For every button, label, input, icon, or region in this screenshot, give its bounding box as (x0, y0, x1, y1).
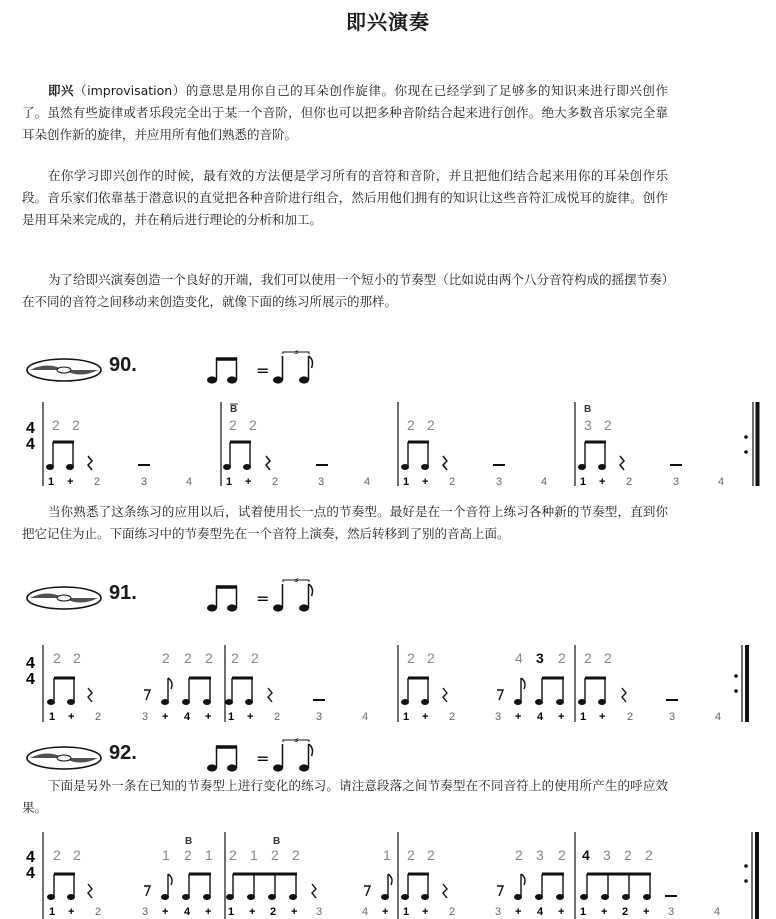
count: 1 (403, 476, 410, 488)
fret-number: 1 (162, 847, 170, 863)
count: + (422, 711, 429, 723)
fret-number: 2 (427, 847, 435, 863)
paragraph-3: 为了给即兴演奏创造一个良好的开端，我们可以使用一个短小的节奏型（比如说由两个八分音符构成的摇摆节奏）在不同的音符之间移动来创造变化，就像下面的练习所展示的那样。 (22, 272, 668, 309)
intro-text: （improvisation）的意思是用你自己的耳朵创作旋律。你现在已经学到了足够多的知识来进行即兴创作了。虽然有些旋律或者乐段完全出于某一个音阶，但你也可以把多种音阶结合起来进行创作。绝大多数音乐家完全靠耳朵创作新的旋律，并应用所有他们熟悉的音阶。 (22, 83, 668, 142)
fret-number: 2 (73, 847, 81, 863)
count: 1 (49, 711, 56, 723)
count: 4 (714, 906, 721, 918)
fret-number: 2 (515, 847, 523, 863)
count: 2 (626, 476, 633, 488)
fret-number: 2 (53, 650, 61, 666)
triplet-mark: 3 (294, 738, 299, 744)
intro-paragraph (22, 80, 668, 146)
count: + (515, 711, 522, 723)
fret-number: 2 (251, 650, 259, 666)
count: 2 (94, 476, 101, 488)
count: 4 (362, 711, 369, 723)
count: 3 (142, 711, 149, 723)
count: 3 (495, 906, 502, 918)
equals-sign: = (256, 589, 270, 608)
fret-number: 2 (184, 847, 192, 863)
count: 2 (449, 906, 456, 918)
fret-number: 3 (536, 650, 544, 666)
count: 2 (270, 906, 277, 918)
exercise-number: 92. (109, 742, 137, 764)
count: 1 (580, 711, 587, 723)
string-name: B (185, 836, 193, 847)
exercise-number: 91. (109, 582, 137, 604)
fret-number: 2 (184, 650, 192, 666)
count: + (249, 906, 256, 918)
count: 4 (537, 906, 544, 918)
count: 3 (495, 711, 502, 723)
fret-number: 2 (229, 417, 237, 433)
fret-number: 2 (72, 417, 80, 433)
string-name: B (584, 404, 592, 415)
count: 4 (364, 476, 371, 488)
count: 3 (668, 906, 675, 918)
count: 3 (318, 476, 325, 488)
fret-number: 1 (205, 847, 213, 863)
count: 1 (49, 906, 56, 918)
fret-number: 2 (427, 650, 435, 666)
count: 1 (403, 906, 410, 918)
fret-number: 3 (584, 417, 592, 433)
count: 3 (316, 711, 323, 723)
count: + (162, 711, 169, 723)
fret-number: 2 (292, 847, 300, 863)
count: + (643, 906, 650, 918)
fret-number: 2 (645, 847, 653, 863)
count: 2 (95, 711, 102, 723)
fret-number: 2 (558, 847, 566, 863)
count: + (245, 476, 252, 488)
equals-sign: = (256, 361, 270, 380)
fret-number: 2 (205, 650, 213, 666)
count: 1 (580, 906, 587, 918)
fret-number: 2 (73, 650, 81, 666)
exercise-91-header (24, 578, 444, 618)
string-name: B (273, 836, 281, 847)
count: 3 (669, 711, 676, 723)
count: 3 (673, 476, 680, 488)
count: 4 (537, 711, 544, 723)
count: + (205, 906, 212, 918)
count: 2 (272, 476, 279, 488)
intro-term: 即兴 (48, 83, 75, 98)
fret-number: 2 (162, 650, 170, 666)
count: + (291, 906, 298, 918)
time-sig-top: 4 (26, 849, 35, 866)
cd-icon (24, 350, 104, 390)
fret-number: 1 (383, 847, 391, 863)
triplet-mark: 3 (294, 578, 299, 584)
count: 1 (580, 476, 587, 488)
count: 3 (496, 476, 503, 488)
fret-number: 2 (407, 650, 415, 666)
fret-number: 2 (584, 650, 592, 666)
count: + (515, 906, 522, 918)
fret-number: 1 (250, 847, 258, 863)
count: + (558, 711, 565, 723)
staff-90 (26, 402, 758, 488)
time-sig-bottom: 4 (26, 865, 35, 882)
count: 3 (141, 476, 148, 488)
fret-number: 3 (536, 847, 544, 863)
fret-number: 2 (604, 650, 612, 666)
exercise-90-header (24, 350, 444, 390)
exercise-92-header (24, 738, 444, 778)
fret-number: 2 (231, 650, 239, 666)
time-sig-top: 4 (26, 655, 35, 672)
count: + (68, 711, 75, 723)
count: + (382, 906, 389, 918)
count: + (601, 906, 608, 918)
fret-number: 2 (229, 847, 237, 863)
count: 2 (274, 711, 281, 723)
fret-number: 2 (53, 847, 61, 863)
paragraph-2: 在你学习即兴创作的时候，最有效的方法便是学习所有的音符和音阶，并且把他们结合起来用你的耳朵创作乐段。音乐家们依靠基于潜意识的直觉把各种音阶进行组合，然后用他们拥有的知识让这些音符汇成悦耳的旋律。创作是用耳朵来完成的，并在稍后进行理论的分析和加工。 (22, 168, 668, 227)
count: 4 (186, 476, 193, 488)
fret-number: 2 (52, 417, 60, 433)
count: 1 (226, 476, 233, 488)
staff-91 (26, 645, 747, 723)
count: + (67, 476, 74, 488)
count: 1 (228, 711, 235, 723)
equals-sign: = (256, 749, 270, 768)
fret-number: 2 (407, 417, 415, 433)
exercise-number: 90. (109, 354, 137, 376)
fret-number: 2 (407, 847, 415, 863)
count: 2 (95, 906, 102, 918)
count: + (162, 906, 169, 918)
count: 1 (228, 906, 235, 918)
paragraph-4: 当你熟悉了这条练习的应用以后，试着使用长一点的节奏型。最好是在一个音符上练习各种新的节奏型，直到你把它记住为止。下面练习中的节奏型先在一个音符上演奏，然后转移到了别的音高上面。 (22, 504, 668, 541)
time-sig-top: 4 (26, 420, 35, 437)
string-name: B (230, 404, 238, 415)
count: 1 (403, 711, 410, 723)
count: + (422, 906, 429, 918)
count: 4 (541, 476, 548, 488)
count: + (422, 476, 429, 488)
count: 4 (184, 906, 191, 918)
cd-icon (24, 738, 104, 778)
count: 4 (362, 906, 369, 918)
count: + (247, 711, 254, 723)
fret-number: 2 (427, 417, 435, 433)
page-title: 即兴演奏 (346, 10, 430, 34)
count: 4 (184, 711, 191, 723)
triplet-mark: 3 (294, 350, 299, 356)
count: 2 (622, 906, 629, 918)
fret-number: 2 (558, 650, 566, 666)
fret-number: 2 (624, 847, 632, 863)
fret-number: 4 (582, 847, 590, 863)
count: 1 (48, 476, 55, 488)
count: 4 (715, 711, 722, 723)
count: 2 (449, 711, 456, 723)
swing-rhythm-icon (204, 578, 344, 618)
count: + (599, 711, 606, 723)
count: + (68, 906, 75, 918)
count: 2 (449, 476, 456, 488)
count: 3 (316, 906, 323, 918)
time-sig-bottom: 4 (26, 436, 35, 453)
count: + (558, 906, 565, 918)
swing-rhythm-icon (204, 350, 344, 390)
fret-number: 2 (604, 417, 612, 433)
count: + (599, 476, 606, 488)
swing-rhythm-icon (204, 738, 344, 778)
count: 4 (718, 476, 725, 488)
paragraph-5: 下面是另外一条在已知的节奏型上进行变化的练习。请注意段落之间节奏型在不同音符上的使用所产生的呼应效果。 (22, 778, 668, 815)
fret-number: 2 (271, 847, 279, 863)
staff-92 (26, 832, 757, 919)
count: + (205, 711, 212, 723)
fret-number: 3 (603, 847, 611, 863)
fret-number: 4 (515, 650, 523, 666)
count: 2 (627, 711, 634, 723)
fret-number: 2 (249, 417, 257, 433)
time-sig-bottom: 4 (26, 671, 35, 688)
count: 3 (142, 906, 149, 918)
cd-icon (24, 578, 104, 618)
